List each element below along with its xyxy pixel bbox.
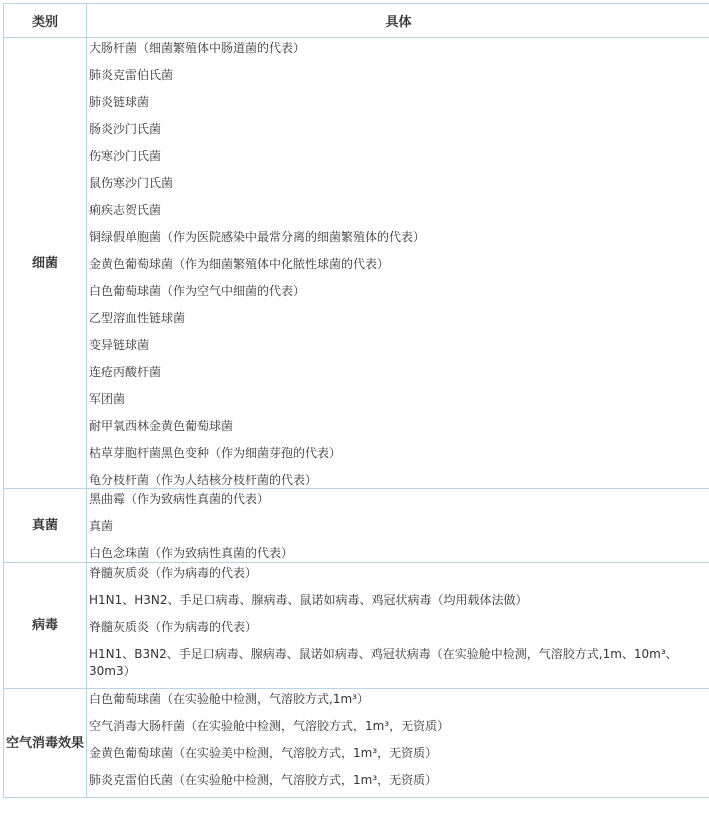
detail-item: 肠炎沙门氏菌	[89, 122, 162, 136]
detail-item: 真菌	[89, 519, 114, 533]
category-cell: 细菌	[4, 38, 87, 489]
header-detail: 具体	[87, 4, 709, 38]
detail-item: 空气消毒大肠杆菌（在实验舱中检测，气溶胶方式，1m³，无资质）	[89, 719, 450, 733]
detail-item: 大肠杆菌（细菌繁殖体中肠道菌的代表）	[89, 41, 306, 55]
category-row	[4, 563, 709, 689]
detail-item: 鼠伤寒沙门氏菌	[89, 176, 174, 190]
detail-item: 黑曲霉（作为致病性真菌的代表）	[89, 492, 270, 506]
detail-item: 龟分枝杆菌（作为人结核分枝杆菌的代表）	[89, 473, 318, 487]
detail-item: 白色葡萄球菌（在实验舱中检测，气溶胶方式,1m³）	[89, 692, 369, 706]
detail-item: 脊髓灰质炎（作为病毒的代表）	[89, 566, 258, 580]
detail-item: 伤寒沙门氏菌	[89, 149, 162, 163]
detail-item: 变异链球菌	[89, 338, 150, 352]
detail-cell	[87, 38, 709, 489]
category-row	[4, 38, 709, 489]
detail-item: 白色念珠菌（作为致病性真菌的代表）	[89, 546, 294, 560]
header-row	[4, 4, 709, 38]
detail-item: 肺炎克雷伯氏菌	[89, 68, 174, 82]
detail-item: 金黄色葡萄球菌（作为细菌繁殖体中化脓性球菌的代表）	[89, 257, 390, 271]
category-row	[4, 689, 709, 798]
detail-item: 铜绿假单胞菌（作为医院感染中最常分离的细菌繁殖体的代表）	[89, 230, 426, 244]
detail-item: H1N1、B3N2、手足口病毒、腺病毒、鼠诺如病毒、鸡冠状病毒（在实验舱中检测，气溶胶方式,1m、10m³、30m3）	[89, 647, 678, 678]
detail-cell	[87, 563, 709, 689]
category-row	[4, 489, 709, 563]
detail-cell	[87, 489, 709, 563]
detail-item: 连疮丙酸杆菌	[89, 365, 162, 379]
detail-item: 肺炎克雷伯氏菌（在实验舱中检测，气溶胶方式，1m³，无资质）	[89, 773, 438, 787]
header-category: 类别	[4, 4, 87, 38]
detail-item: 脊髓灰质炎（作为病毒的代表）	[89, 620, 258, 634]
category-cell: 真菌	[4, 489, 87, 563]
detail-item: 枯草芽胞杆菌黑色变种（作为细菌芽孢的代表）	[89, 446, 342, 460]
detail-item: H1N1、H3N2、手足口病毒、腺病毒、鼠诺如病毒、鸡冠状病毒（均用载体法做）	[89, 593, 528, 607]
detail-cell	[87, 689, 709, 798]
classification-table	[3, 3, 709, 798]
detail-item: 军团菌	[89, 392, 126, 406]
category-cell: 病毒	[4, 563, 87, 689]
detail-item: 耐甲氧西林金黄色葡萄球菌	[89, 419, 234, 433]
detail-item: 金黄色葡萄球菌（在实验美中检测，气溶胶方式，1m³，无资质）	[89, 746, 438, 760]
detail-item: 乙型溶血性链球菌	[89, 311, 186, 325]
category-cell: 空气消毒效果	[4, 689, 87, 798]
detail-item: 痢疾志贺氏菌	[89, 203, 162, 217]
detail-item: 肺炎链球菌	[89, 95, 150, 109]
detail-item: 白色葡萄球菌（作为空气中细菌的代表）	[89, 284, 306, 298]
